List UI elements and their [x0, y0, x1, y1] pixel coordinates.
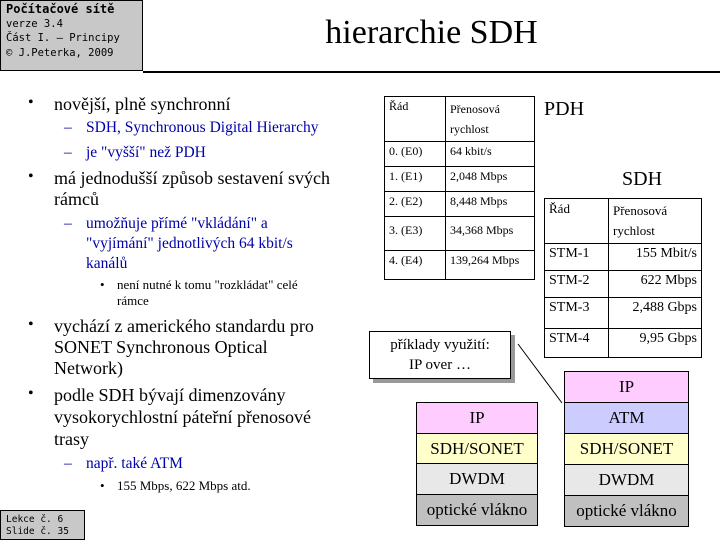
bullet-item: podle SDH bývají dimenzovány [54, 385, 286, 405]
table-cell: 8,448 Mbps [446, 192, 535, 217]
bullet-dot: • [28, 94, 34, 111]
slide-title: hierarchie SDH [325, 14, 538, 51]
examples-subtitle: IP over … [409, 357, 471, 373]
sub-sub-bullet-item: není nutné k tomu "rozkládat" celé [117, 277, 298, 292]
dash-marker: – [64, 144, 72, 161]
sub-bullet-item: je "vyšší" než PDH [86, 144, 206, 161]
bullet-dot: • [28, 168, 34, 185]
examples-callout [369, 331, 511, 379]
bullet-item-cont: SONET Synchronous Optical [54, 337, 268, 357]
header-cell: Řád [385, 97, 446, 142]
sub-bullet-item-cont: "vyjímání" jednotlivých 64 kbit/s [86, 235, 293, 252]
dash-marker: – [64, 215, 72, 232]
table-cell: 2,048 Mbps [446, 167, 535, 192]
bullet-item: novější, plně synchronní [54, 94, 231, 114]
table-cell: 0. (E0) [385, 142, 446, 167]
table-cell: 4. (E4) [385, 251, 446, 280]
sub-bullet-item-cont: kanálů [86, 255, 128, 272]
table-cell: 9,95 Gbps [609, 329, 702, 358]
table-cell: 64 kbit/s [446, 142, 535, 167]
header-text: Přenosová [450, 102, 500, 116]
bullet-item-cont: trasy [54, 429, 89, 449]
stack-layer-dwdm: DWDM [564, 464, 689, 496]
pdh-label: PDH [544, 98, 585, 120]
sub-bullet-item: umožňuje přímé "vkládání" a [86, 215, 268, 232]
bullet-item-cont: Network) [54, 358, 123, 378]
bullet-dot: • [28, 385, 34, 402]
bullet-item-cont: rámců [54, 189, 99, 209]
bullet-item-cont: vysokorychlostní páteřní přenosové [54, 407, 311, 427]
bullet-item: vychází z amerického standardu pro [54, 316, 314, 336]
sub-bullet-item: např. také ATM [86, 455, 183, 472]
table-cell: STM-1 [545, 244, 609, 271]
course-part: Část I. – Principy [6, 32, 120, 44]
stack-layer-atm: ATM [564, 402, 689, 434]
small-bullet-dot: • [100, 478, 105, 493]
small-bullet-dot: • [100, 277, 105, 292]
stack-layer-sdh: SDH/SONET [416, 433, 538, 464]
header-text: rychlost [450, 122, 489, 136]
header-cell: Řád [545, 199, 609, 244]
sdh-label: SDH [622, 168, 663, 190]
course-version: verze 3.4 [6, 17, 63, 30]
slide-number: Slide č. 35 [6, 526, 69, 537]
examples-title: příklady využití: [390, 337, 490, 353]
bullet-item: má jednodušší způsob sestavení svých [54, 168, 330, 188]
table-cell: 139,264 Mbps [446, 251, 535, 280]
stack-layer-ip: IP [416, 402, 538, 434]
course-name: Počítačové sítě [6, 2, 115, 16]
stack-layer-ip: IP [564, 371, 689, 403]
header-text: Přenosová [613, 203, 668, 218]
sub-sub-bullet-item-cont: rámce [117, 293, 149, 308]
bullet-dot: • [28, 316, 34, 333]
stack-layer-dwdm: DWDM [416, 463, 538, 495]
sub-bullet-item: SDH, Synchronous Digital Hierarchy [86, 119, 319, 136]
stack-layer-fiber: optické vlákno [564, 495, 689, 527]
stack-layer-sdh: SDH/SONET [564, 433, 689, 465]
table-cell: STM-3 [545, 298, 609, 329]
slide-number-box [0, 510, 85, 540]
stack-layer-fiber: optické vlákno [416, 494, 538, 526]
lesson-number: Lekce č. 6 [6, 514, 64, 525]
table-cell: 3. (E3) [385, 217, 446, 251]
header-text: rychlost [613, 223, 655, 238]
dash-marker: – [64, 455, 72, 472]
dash-marker: – [64, 119, 72, 136]
table-cell: 155 Mbit/s [609, 244, 702, 271]
table-cell: 2. (E2) [385, 192, 446, 217]
table-cell: 1. (E1) [385, 167, 446, 192]
table-cell: 622 Mbps [609, 271, 702, 298]
course-copyright: © J.Peterka, 2009 [6, 46, 114, 59]
table-cell: 2,488 Gbps [609, 298, 702, 329]
sub-sub-bullet-item: 155 Mbps, 622 Mbps atd. [117, 478, 251, 493]
table-cell: STM-2 [545, 271, 609, 298]
table-cell: 34,368 Mbps [446, 217, 535, 251]
table-cell: STM-4 [545, 329, 609, 358]
